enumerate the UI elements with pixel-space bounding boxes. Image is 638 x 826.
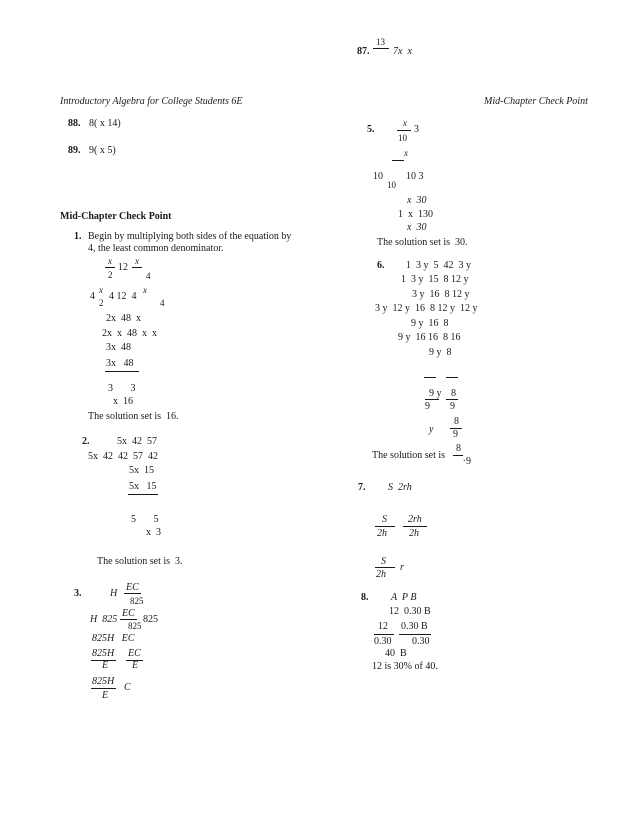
- fraction-bar: [375, 567, 395, 568]
- fraction-bar: [446, 377, 458, 378]
- p5-l2-x: x: [404, 148, 408, 158]
- p7-l2-S: S: [382, 514, 387, 525]
- p2-step6: x 3: [146, 527, 161, 538]
- p6-step5: 9 y 16 8: [411, 318, 449, 329]
- p1-step6: 2x x 48 x x: [102, 328, 157, 339]
- fraction-bar: [392, 160, 404, 161]
- fraction-bar: [424, 377, 436, 378]
- p1-l4-2: 2: [99, 298, 104, 308]
- p1-l2-4: 4: [146, 271, 151, 281]
- p1-intro-line1: Begin by multiplying both sides of the equation by: [88, 231, 292, 242]
- p6-step3: 3 y 16 8 12 y: [412, 289, 470, 300]
- p1-l1-x2: x: [135, 256, 139, 266]
- p7-l4-den: 2h: [376, 569, 386, 580]
- p8-label: 8.: [361, 592, 369, 603]
- p2-step5: 5 5: [131, 514, 159, 525]
- fraction-bar: [373, 48, 389, 49]
- p7-l4-r: r: [400, 562, 404, 573]
- ex87-numerator: 13: [376, 37, 385, 47]
- p6-l10-num: 8: [454, 416, 459, 427]
- p6-step7: 9 y 8: [429, 347, 452, 358]
- section-title: Mid-Chapter Check Point: [60, 211, 172, 222]
- p8-l4-left: 0.30: [374, 636, 392, 647]
- fraction-bar: [403, 526, 427, 527]
- p5-solution: The solution set is 30.: [377, 237, 468, 248]
- p6-solution-num: 8: [456, 443, 461, 454]
- p8-l3-right: 0.30 B: [401, 621, 428, 632]
- p3-l2-num: EC: [122, 608, 135, 619]
- fraction-bar: [425, 399, 439, 400]
- p5-step4: x 30: [407, 195, 427, 206]
- p7-l3-right: 2h: [409, 528, 419, 539]
- p8-l4-right: 0.30: [412, 636, 430, 647]
- p1-step9: 3 3: [108, 383, 136, 394]
- fraction-bar: [446, 399, 458, 400]
- p1-l1-x: x: [108, 256, 112, 266]
- p6-l9-right: 9: [450, 401, 455, 412]
- p6-label: 6.: [377, 260, 385, 271]
- p5-l1-3: 3: [414, 124, 419, 135]
- fraction-bar: [124, 593, 141, 594]
- p2-step3: 5x 15: [129, 465, 154, 476]
- p1-l4-4: 4: [160, 298, 165, 308]
- p8-step2: 12 0.30 B: [389, 606, 431, 617]
- ex89-label: 89.: [68, 145, 81, 156]
- ex88-expression: 8( x 14): [89, 118, 121, 129]
- p6-l10-den: 9: [453, 429, 458, 440]
- p3-l1-den: 825: [130, 596, 144, 606]
- fraction-bar: [120, 619, 137, 620]
- p6-step1: 1 3 y 5 42 3 y: [406, 260, 471, 271]
- p1-intro-line2: 4, the least common denominator.: [88, 243, 224, 254]
- p8-step1: A P B: [391, 592, 417, 603]
- p5-label: 5.: [367, 124, 375, 135]
- p3-l2-den: 825: [128, 621, 142, 631]
- p1-step8: 3x 48: [106, 358, 134, 369]
- p7-label: 7.: [358, 482, 366, 493]
- p1-l1-12: 12: [118, 262, 128, 273]
- ex89-expression: 9( x 5): [89, 145, 116, 156]
- p3-l6-num: 825H: [92, 676, 115, 687]
- fraction-bar: [375, 526, 395, 527]
- p6-l8-left: 9 y: [429, 388, 442, 399]
- p7-step1: S 2rh: [388, 482, 412, 493]
- p5-l3-right: 10 3: [406, 171, 424, 182]
- header-right: Mid-Chapter Check Point: [484, 96, 588, 107]
- fraction-bar: [105, 371, 139, 372]
- p2-step2: 5x 42 42 57 42: [88, 451, 158, 462]
- p1-label: 1.: [74, 231, 82, 242]
- p2-step4: 5x 15: [129, 481, 157, 492]
- p6-l8-right: 8: [451, 388, 456, 399]
- p2-solution: The solution set is 3.: [97, 556, 183, 567]
- ex87-label: 87.: [357, 46, 370, 57]
- p7-l4-num: S: [381, 556, 386, 567]
- p2-step1: 5x 42 57: [117, 436, 157, 447]
- fraction-bar: [399, 634, 431, 635]
- header-left: Introductory Algebra for College Students 6E: [60, 96, 243, 107]
- fraction-bar: [91, 688, 116, 689]
- p6-step6: 9 y 16 16 8 16: [398, 332, 461, 343]
- p3-l4-right: EC: [128, 648, 141, 659]
- p3-step3: 825H EC: [92, 633, 135, 644]
- p6-step2: 1 3 y 15 8 12 y: [401, 274, 469, 285]
- p1-l3-mid: 4 12 4: [109, 291, 137, 302]
- fraction-bar: [453, 455, 463, 456]
- p3-l1-num: EC: [126, 582, 139, 593]
- fraction-bar: [128, 494, 158, 495]
- p6-solution: The solution set is: [372, 450, 446, 461]
- p3-l2-left: H 825: [90, 614, 118, 625]
- p2-label: 2.: [82, 436, 90, 447]
- p5-l1-x: x: [403, 118, 407, 128]
- fraction-bar: [374, 634, 394, 635]
- p5-step5: 1 x 130: [398, 209, 433, 220]
- p5-step6: x 30: [407, 222, 427, 233]
- p6-l10-y: y: [429, 424, 434, 435]
- p3-l5-right: E: [132, 660, 139, 671]
- p3-l2-right: 825: [143, 614, 158, 625]
- p3-l5-left: E: [102, 660, 109, 671]
- p1-step5: 2x 48 x: [106, 313, 141, 324]
- p1-l3-x: x: [99, 285, 103, 295]
- p6-l9-left: 9: [425, 401, 430, 412]
- p8-answer: 12 is 30% of 40.: [372, 661, 438, 672]
- p1-step10: x 16: [113, 396, 133, 407]
- p1-l3-x2: x: [143, 285, 147, 295]
- p6-solution-den: 9: [466, 456, 471, 467]
- ex87-rest: 7x x: [393, 46, 412, 57]
- fraction-bar: [397, 130, 411, 131]
- p1-l3-4: 4: [90, 291, 95, 302]
- p5-l1-den: 10: [398, 133, 407, 143]
- p3-l6-C: C: [124, 682, 131, 693]
- p8-step5: 40 B: [385, 648, 407, 659]
- fraction-bar: [105, 267, 115, 268]
- p7-l3-left: 2h: [377, 528, 387, 539]
- p1-l2-2: 2: [108, 270, 113, 280]
- ex88-label: 88.: [68, 118, 81, 129]
- p6-solution-dot: .: [463, 453, 466, 464]
- p5-l3-den: 10: [387, 180, 396, 190]
- p3-l6-den: E: [102, 690, 109, 701]
- p6-step4: 3 y 12 y 16 8 12 y 12 y: [375, 303, 478, 314]
- p7-l2-2rh: 2rh: [408, 514, 422, 525]
- p8-l3-left: 12: [378, 621, 388, 632]
- p3-l4-left: 825H: [92, 648, 115, 659]
- fraction-bar: [132, 267, 142, 268]
- p1-step7: 3x 48: [106, 342, 131, 353]
- p5-l3-10: 10: [373, 171, 383, 182]
- p3-l1-H: H: [110, 588, 118, 599]
- p3-label: 3.: [74, 588, 82, 599]
- p1-solution: The solution set is 16.: [88, 411, 179, 422]
